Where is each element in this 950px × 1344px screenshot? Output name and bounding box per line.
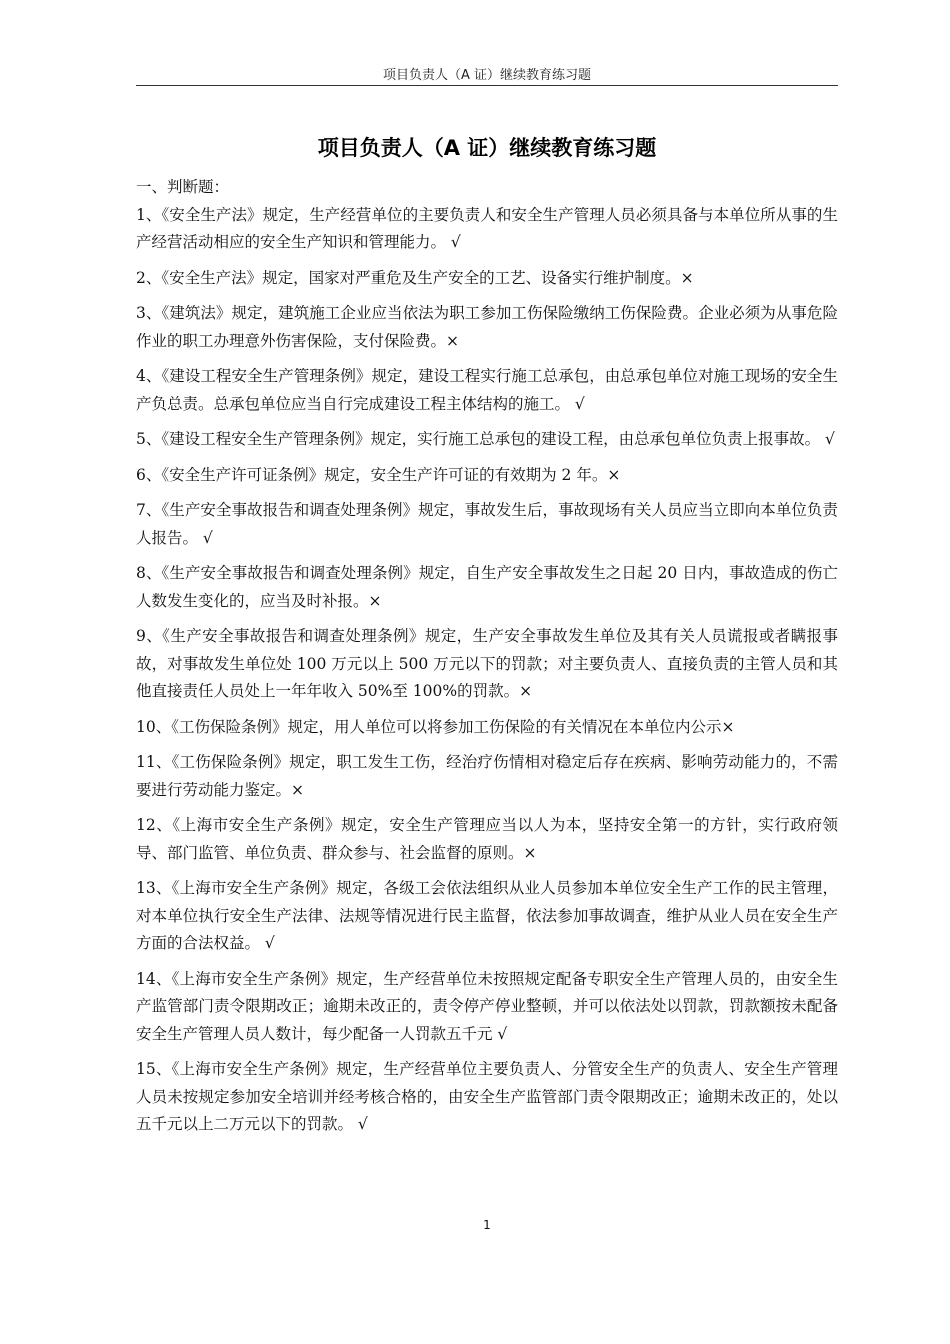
question-item: 4、《建设工程安全生产管理条例》规定，建设工程实行施工总承包，由总承包单位对施工现场的安全生产负总责。总承包单位应当自行完成建设工程主体结构的施工。 √ (136, 367, 838, 413)
question-item: 9、《生产安全事故报告和调查处理条例》规定，生产安全事故发生单位及其有关人员谎报或者瞒报事故，对事故发生单位处 100 万元以上 500 万元以下的罚款；对主要负责人、直接负责的主管人员和其他直接责任人员处上一年年收入 50%至 100%的罚款。× (136, 627, 838, 700)
question-item: 8、《生产安全事故报告和调查处理条例》规定，自生产安全事故发生之日起 20 日内，事故造成的伤亡人数发生变化的，应当及时补报。× (136, 564, 838, 610)
running-header: 项目负责人（A 证）继续教育练习题 (382, 68, 592, 83)
question-item: 3、《建筑法》规定，建筑施工企业应当依法为职工参加工伤保险缴纳工伤保险费。企业必须为从事危险作业的职工办理意外伤害保险，支付保险费。× (136, 304, 838, 350)
document-body (136, 174, 838, 1147)
question-item: 13、《上海市安全生产条例》规定，各级工会依法组织从业人员参加本单位安全生产工作的民主管理，对本单位执行安全生产法律、法规等情况进行民主监督，依法参加事故调查，维护从业人员在安全生产方面的合法权益。 √ (136, 879, 838, 952)
question-item: 7、《生产安全事故报告和调查处理条例》规定，事故发生后，事故现场有关人员应当立即向本单位负责人报告。 √ (136, 501, 838, 547)
question-item: 5、《建设工程安全生产管理条例》规定，实行施工总承包的建设工程，由总承包单位负责上报事故。 √ (136, 430, 835, 448)
header-divider (136, 85, 838, 86)
question-item: 15、《上海市安全生产条例》规定，生产经营单位主要负责人、分管安全生产的负责人、安全生产管理人员未按规定参加安全培训并经考核合格的，由安全生产监管部门责令限期改正；逾期未改正的，处以五千元以上二万元以下的罚款。 √ (136, 1060, 838, 1133)
section-heading: 一、判断题： (136, 178, 230, 196)
page-number: 1 (483, 1218, 491, 1232)
question-item: 12、《上海市安全生产条例》规定，安全生产管理应当以人为本，坚持安全第一的方针，实行政府领导、部门监管、单位负责、群众参与、社会监督的原则。× (136, 816, 838, 862)
document-title: 项目负责人（A 证）继续教育练习题 (317, 136, 657, 160)
question-item: 11、《工伤保险条例》规定，职工发生工伤，经治疗伤情相对稳定后存在疾病、影响劳动能力的，不需要进行劳动能力鉴定。× (136, 753, 838, 799)
question-item: 1、《安全生产法》规定，生产经营单位的主要负责人和安全生产管理人员必须具备与本单位所从事的生产经营活动相应的安全生产知识和管理能力。 √ (136, 205, 838, 251)
question-item: 2、《安全生产法》规定，国家对严重危及生产安全的工艺、设备实行维护制度。× (136, 268, 694, 287)
question-item: 6、《安全生产许可证条例》规定，安全生产许可证的有效期为 2 年。× (136, 465, 621, 484)
question-item: 14、《上海市安全生产条例》规定，生产经营单位未按照规定配备专职安全生产管理人员的，由安全生产监管部门责令限期改正；逾期未改正的，责令停产停业整顿，并可以依法处以罚款，罚款额按未配备安全生产管理人员人数计，每少配备一人罚款五千元 √ (136, 969, 838, 1043)
question-item: 10、《工伤保险条例》规定，用人单位可以将参加工伤保险的有关情况在本单位内公示× (136, 717, 735, 736)
